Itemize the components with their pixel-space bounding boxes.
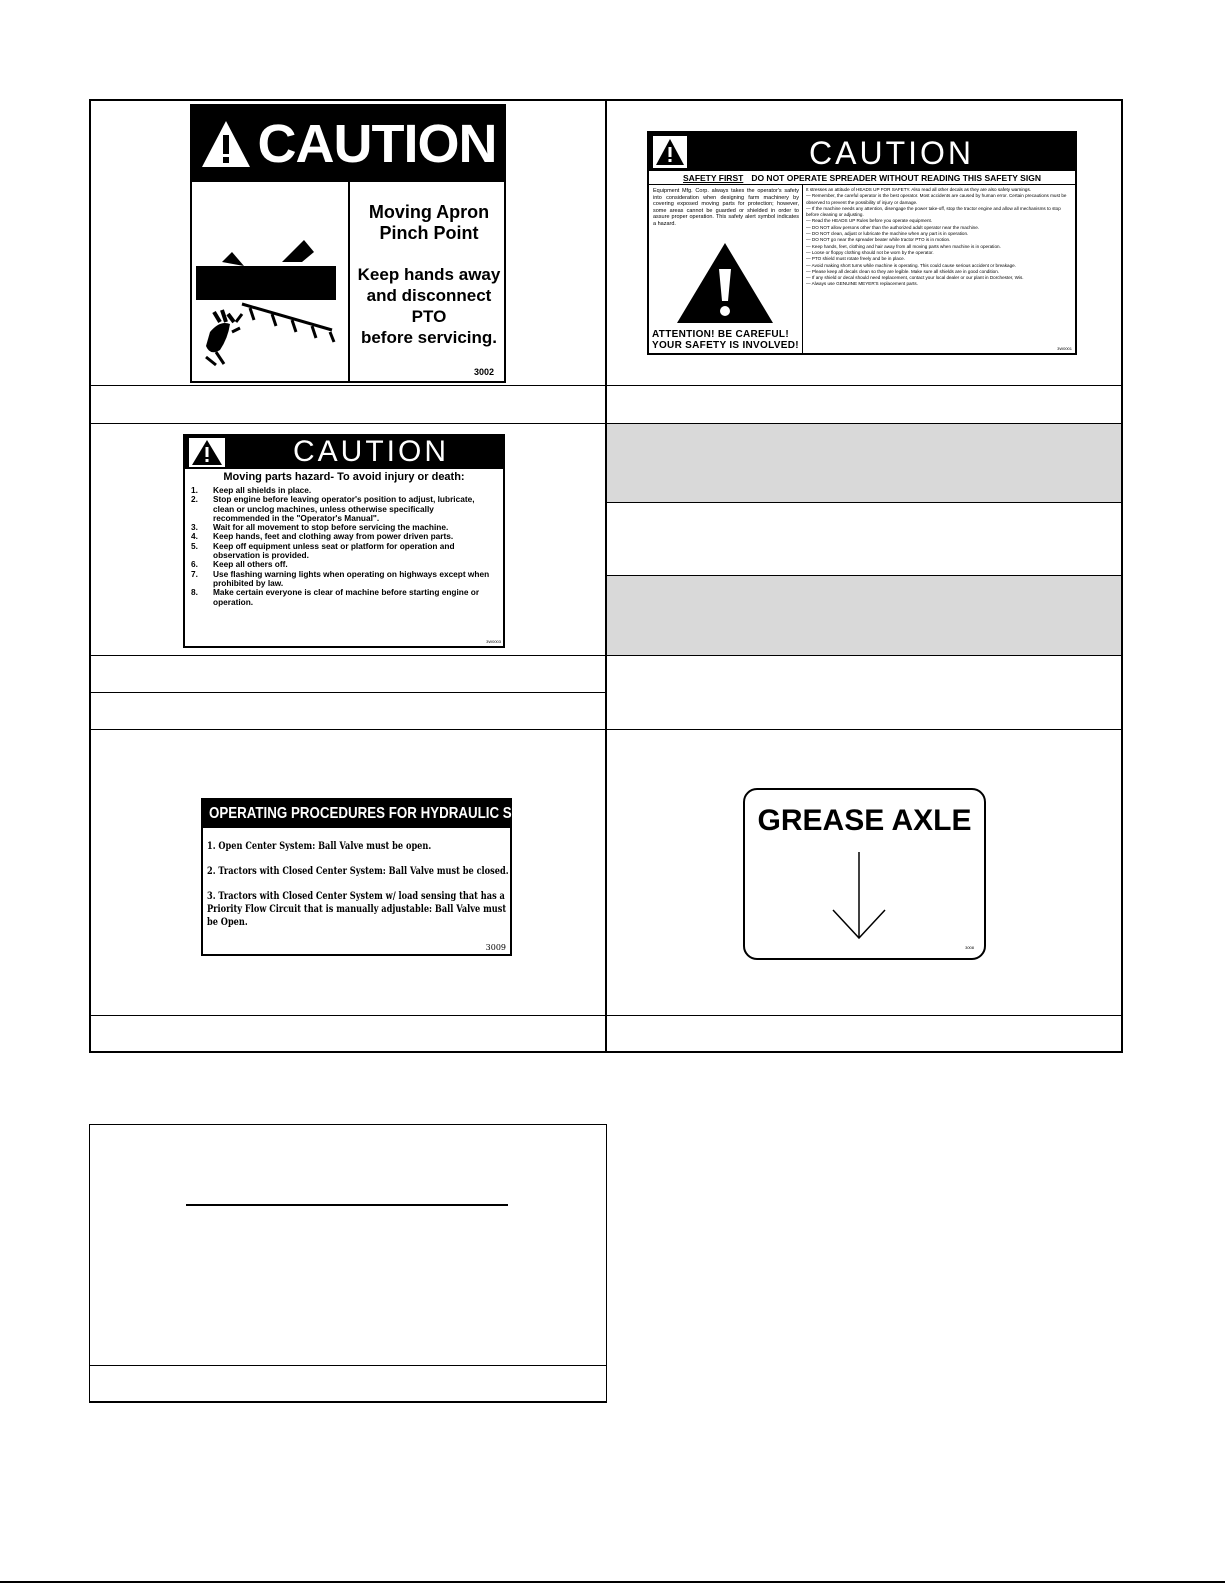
exclamation-triangle-icon [675,241,775,325]
signature-line [186,1204,508,1206]
warning-triangle-icon [653,136,687,168]
pinch-point-icon [192,182,348,383]
moving-parts-title: Moving parts hazard- To avoid injury or death: [223,471,465,483]
decal-hydraulic [201,798,558,956]
warning-triangle-icon [200,118,252,170]
safety-rule: — DO NOT clean, adjust or lubricate the machine when any part is in operation. [806,231,969,237]
safety-left-text: Equipment Mfg. Corp. always takes the operator's safety into consideration when designing farm machinery by covering exposed moving parts for protection; however, some areas cannot be guarded or shielded in order to assure proper operation. This safety alert symbol indicates a hazard. [653,188,799,227]
caution-label: CAUTION [257,114,497,174]
apron-line: Moving Apron [368,202,490,222]
list-item: 2. Stop engine before leaving operator's position to adjust, lubricate, clean or unclog machines, unless otherwise specifically recommended in the "Operator's Manual". [191,494,475,523]
safety-rule: — If any shield or decal should need replacement, contact your local dealer or our plant in Dorchester, Wis. [806,275,1024,281]
decal-moving-apron [190,104,506,383]
hydraulic-items [207,840,509,941]
list-item: 2. Tractors with Closed Center System: Ball Valve must be closed. [207,866,509,877]
grease-axle-title: GREASE AXLE [757,804,972,837]
decal-grease-axle [743,788,986,960]
decal-number: 3008 [965,945,974,950]
decal-number: 3009 [485,943,506,952]
decal-number: 3W0003 [486,639,501,644]
safety-rule: — If the machine needs any attention, disengage the power take-off, stop the tractor engine and allow all mechanisms to stop before cleaning or adjusting. [806,205,1061,218]
apron-line: and disconnect PTO [366,286,492,326]
safety-rule: — Always use GENUINE MEYER'S replacement parts. [806,281,918,287]
safety-rule: — Remember, the careful operator is the best operator. Most accidents are caused by human error. Certain precautions must be observed to prevent the possibility of injury or damage. [806,193,1067,205]
apron-line: Keep hands away [357,265,501,284]
safety-rule: — Keep hands, feet, clothing and hair away from all moving parts when machine is in operation. [806,243,1001,249]
attention-line: YOUR SAFETY IS INVOLVED! [652,340,799,351]
hydraulic-header: OPERATING PROCEDURES FOR HYDRAULIC SYSTEM [203,800,510,828]
subheader-text: DO NOT OPERATE SPREADER WITHOUT READING THIS SAFETY SIGN [751,173,1041,183]
caution-header [192,106,504,182]
list-item: 4. Keep hands, feet and clothing away from power driven parts. [191,531,454,542]
list-item: 6. Keep all others off. [191,559,288,570]
apron-line: before servicing. [360,328,498,347]
safety-rule: — Please keep all decals clean so they are legible. Make sure all shields are in good condition. [806,268,1000,274]
decal-moving-parts [183,434,505,648]
subheader-lead: SAFETY FIRST [683,173,744,183]
safety-rule: — Loose or floppy clothing should not be worn by the operator. [806,249,934,255]
list-item: 7. Use flashing warning lights when operating on highways except when prohibited by law. [191,568,490,588]
decal-number: 3W0001 [1057,346,1072,351]
caution-label: CAUTION [293,435,449,468]
list-item: 5. Keep off equipment unless seat or platform for operation and observation is provided. [191,540,455,561]
shaded-cell [607,576,1122,656]
attention-text [652,329,799,351]
caution-label: CAUTION [809,135,974,171]
warning-triangle-icon [189,438,225,467]
safety-rule: — Avoid making short turns while machine is operating. This could cause serious accident or breakage. [806,262,1016,268]
list-item: 1. Open Center System: Ball Valve must be open. [207,841,432,852]
list-item: 1. Keep all shields in place. [191,485,312,495]
caution-header [649,133,1075,171]
decal-safety-first [647,131,1077,355]
decal-number: 3002 [473,367,494,377]
safety-rule: It stresses an attitude of HEADS UP FOR SAFETY. Also read all other decals as they are also safety warnings. [806,187,1032,192]
safety-rule: — Read the HEADS UP Rules before you operate equipment. [806,218,933,224]
safety-rules [806,187,1074,288]
moving-parts-list [187,486,491,607]
apron-line: Pinch Point [379,223,479,243]
list-item: 3. Tractors with Closed Center System w/ load sensing that has a Priority Flow Circuit that is manually adjustable: Ball Valve must be Open. [207,891,507,928]
safety-rule: — DO NOT allow persons other than the authorized adult operator near the machine. [806,224,980,230]
shaded-cell [607,424,1122,502]
safety-rule: — PTO shield must rotate freely and be in place. [806,256,905,262]
attention-line: ATTENTION! BE CAREFUL! [652,329,789,340]
list-item: 3. Wait for all movement to stop before servicing the machine. [191,522,449,533]
safety-rule: — DO NOT go near the spreader beater while tractor PTO is in motion. [806,237,951,243]
caution-header [185,436,503,469]
apron-text [352,202,506,348]
list-item: 8. Make certain everyone is clear of machine before starting engine or operation. [191,587,480,607]
arrow-down-icon [829,850,889,942]
safety-subheader [649,173,1075,183]
